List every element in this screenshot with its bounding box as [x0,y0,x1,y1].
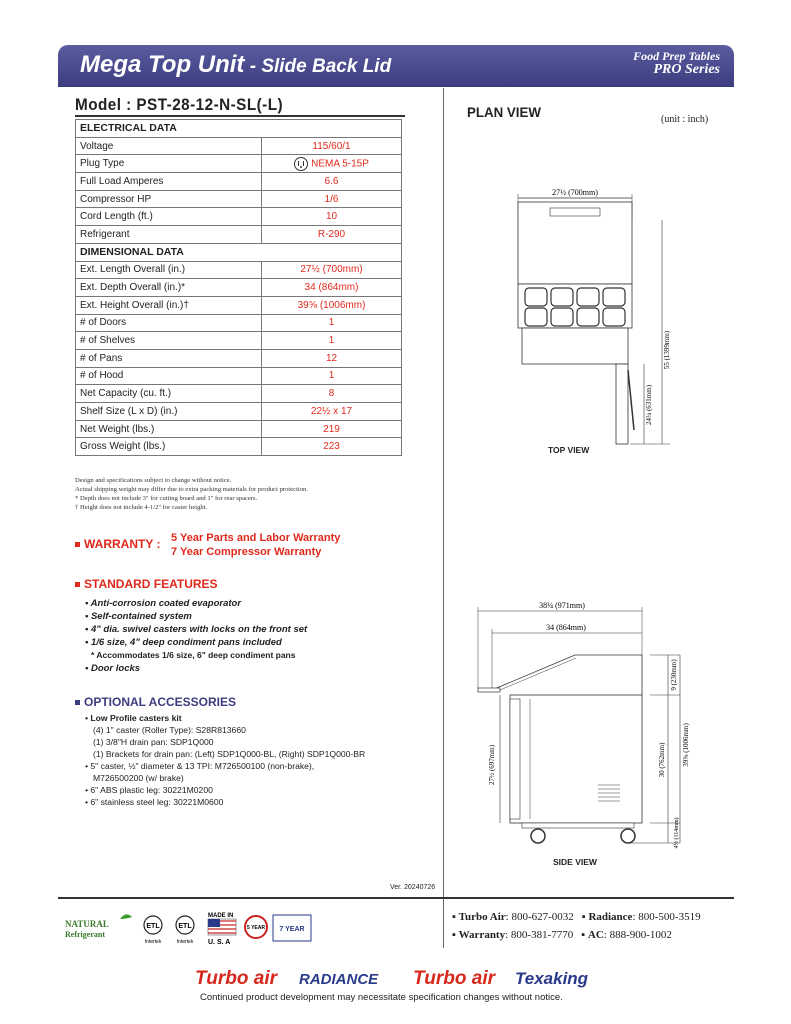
series-label [633,49,720,77]
standard-features-list [85,597,307,675]
row-value: R-290 [262,226,402,244]
row-label: Shelf Size (L x D) (in.) [76,403,262,421]
usa-text: U. S. A [208,939,231,946]
contact-radiance: ▪ Radiance: 800-500-3519 [581,911,701,923]
dim-top-height: 55 (1399mm) [663,330,671,370]
contact-turbo-air: ▪ Turbo Air: 800-627-0032 [452,911,574,923]
bullet-square [75,582,80,587]
row-label: Net Weight (lbs.) [76,420,262,438]
turbo-air-logo-1: Turbo air [195,968,277,989]
row-value: 115/60/1 [262,137,402,155]
intertek-2: Intertek [176,939,194,945]
accessory-line: (1) Brackets for drain pan: (Left) SDP1Q000-BL, (Right) SDP1Q000-BR [93,749,366,759]
dim-top-width: 27½ (700mm) [552,188,598,197]
warranty-line-2: 7 Year Compressor Warranty [171,546,322,558]
dim-side-caster: 4½ (114mm) [674,817,680,849]
row-label: Refrigerant [76,226,262,244]
top-view-label: TOP VIEW [548,445,590,455]
optional-accessories-heading: OPTIONAL ACCESSORIES [75,695,236,709]
svg-text:7 YEAR: 7 YEAR [279,926,305,933]
accessory-line: (1) 3/8"H drain pan: SDP1Q000 [93,737,214,747]
dim-side-width: 34 (864mm) [546,623,586,632]
feature-item: • 1/6 size, 4" deep condiment pans included [85,637,282,648]
note: † Height does not include 4-1/2" for caster height. [75,504,208,511]
svg-text:ETL: ETL [146,923,160,930]
row-label: Cord Length (ft.) [76,208,262,226]
model-underline [75,115,405,117]
section-title: ELECTRICAL DATA [76,120,402,138]
dim-top-depth: 24¾ (631mm) [645,384,653,426]
row-label: # of Pans [76,349,262,367]
row-value: 39⅝ (1006mm) [262,296,402,314]
table-row [76,367,402,385]
radiance-logo: RADIANCE [299,971,379,988]
row-value: 6.6 [262,173,402,191]
row-value: NEMA 5-15P [262,155,402,173]
dim-side-width-outer: 38¼ (971mm) [539,601,585,610]
row-label: # of Doors [76,314,262,332]
row-value: 1 [262,367,402,385]
side-view-drawing [470,595,730,855]
footer-divider [58,897,734,899]
table-row [76,420,402,438]
row-label: Full Load Amperes [76,173,262,191]
leaf-icon [120,914,132,919]
warranty-label: WARRANTY : [75,537,160,551]
row-value: 27½ (700mm) [262,261,402,279]
row-label: Voltage [76,137,262,155]
row-value: 1/6 [262,190,402,208]
row-value: 10 [262,208,402,226]
svg-text:5 YEAR: 5 YEAR [247,925,265,931]
row-value: 219 [262,420,402,438]
header-bar [58,45,734,87]
row-label: Net Capacity (cu. ft.) [76,385,262,403]
accessory-line: • Low Profile casters kit [85,713,182,723]
optional-accessories-list [85,712,365,808]
feature-item: • Door locks [85,663,141,674]
table-row [76,279,402,297]
side-view-label: SIDE VIEW [553,857,597,867]
version-label: Ver. 20240726 [390,884,436,891]
row-label: Ext. Depth Overall (in.)* [76,279,262,297]
model-number: Model : PST-28-12-N-SL(-L) [75,95,284,114]
row-value: 22½ x 17 [262,403,402,421]
table-row [76,385,402,403]
bullet-square [75,700,80,705]
subtitle-text: - Slide Back Lid [244,56,392,77]
table-section-row [76,243,402,261]
section-title: DIMENSIONAL DATA [76,243,402,261]
dim-side-inner: 27½ (697mm) [488,744,496,786]
product-title [80,51,391,79]
natural-text: NATURAL [65,919,109,929]
bullet-square [75,542,80,547]
row-label: Ext. Height Overall (in.)† [76,296,262,314]
row-label: Plug Type [76,155,262,173]
row-label: # of Shelves [76,332,262,350]
disclaimer: Continued product development may necessitate specification changes without notice. [200,992,563,1003]
feature-item: • Anti-corrosion coated evaporator [85,598,242,609]
made-in-text: MADE IN [208,913,234,919]
dim-side-body: 30 (762mm) [658,742,666,778]
feature-item: • Self-contained system [85,611,192,622]
row-value: 8 [262,385,402,403]
row-label: Compressor HP [76,190,262,208]
row-value: 1 [262,314,402,332]
row-label: Gross Weight (lbs.) [76,438,262,456]
table-row [76,296,402,314]
spec-notes [75,476,308,512]
table-row [76,349,402,367]
column-divider [443,88,444,948]
accessory-line: • 6" stainless steel leg: 30221M0600 [85,797,224,807]
standard-features-heading: STANDARD FEATURES [75,577,218,591]
intertek-1: Intertek [144,939,162,945]
refrigerant-text: Refrigerant [65,930,105,939]
feature-item: • 4" dia. swivel casters with locks on the front set [85,624,308,635]
brand-logos [195,966,615,990]
svg-text:ETL: ETL [178,923,192,930]
feature-subitem: * Accommodates 1/6 size, 6" deep condiment pans [91,650,296,660]
accessory-line: • 6" ABS plastic leg: 30221M0200 [85,785,213,795]
title-text: Mega Top Unit [80,51,245,78]
table-row [76,226,402,244]
plug-icon [294,157,308,171]
dim-side-top: 9 (230mm) [670,659,678,691]
accessory-line: (4) 1" caster (Roller Type): S28R813660 [93,725,246,735]
note: * Depth does not include 3" for cutting board and 1" for rear spacers. [75,495,258,502]
table-row [76,155,402,173]
category-text: Food Prep Tables [633,49,720,63]
series-text: PRO Series [653,62,720,77]
table-row [76,137,402,155]
table-row [76,403,402,421]
row-value: 34 (864mm) [262,279,402,297]
row-label: Ext. Length Overall (in.) [76,261,262,279]
contact-ac: ▪ AC: 888-900-1002 [581,929,672,941]
table-row [76,190,402,208]
top-view-drawing [470,180,730,480]
unit-label: (unit : inch) [661,114,709,125]
row-value: 223 [262,438,402,456]
table-row [76,314,402,332]
accessory-line: • 5" caster, ½" diameter & 13 TPI: M726500100 (non-brake), [85,761,315,771]
contact-warranty: ▪ Warranty: 800-381-7770 [452,929,574,941]
table-section-row [76,120,402,138]
spec-table [75,119,402,456]
contact-list [452,908,701,944]
table-row [76,173,402,191]
row-label: # of Hood [76,367,262,385]
texaking-logo: Texaking [515,969,589,988]
plan-view-title: PLAN VIEW [467,104,541,120]
table-row [76,261,402,279]
warranty-line-1: 5 Year Parts and Labor Warranty [171,532,341,544]
table-row [76,438,402,456]
row-value: 12 [262,349,402,367]
certification-logos [65,907,325,947]
table-row [76,208,402,226]
note: Design and specifications subject to change without notice. [75,477,232,484]
turbo-air-logo-2: Turbo air [413,968,495,989]
table-row [76,332,402,350]
row-value: 1 [262,332,402,350]
accessory-line: M726500200 (w/ brake) [93,773,184,783]
dim-side-total: 39⅝ (1006mm) [682,723,690,767]
note: Actual shipping weight may differ due to extra packing materials for product protection. [75,486,308,493]
warranty-lines [171,531,340,559]
